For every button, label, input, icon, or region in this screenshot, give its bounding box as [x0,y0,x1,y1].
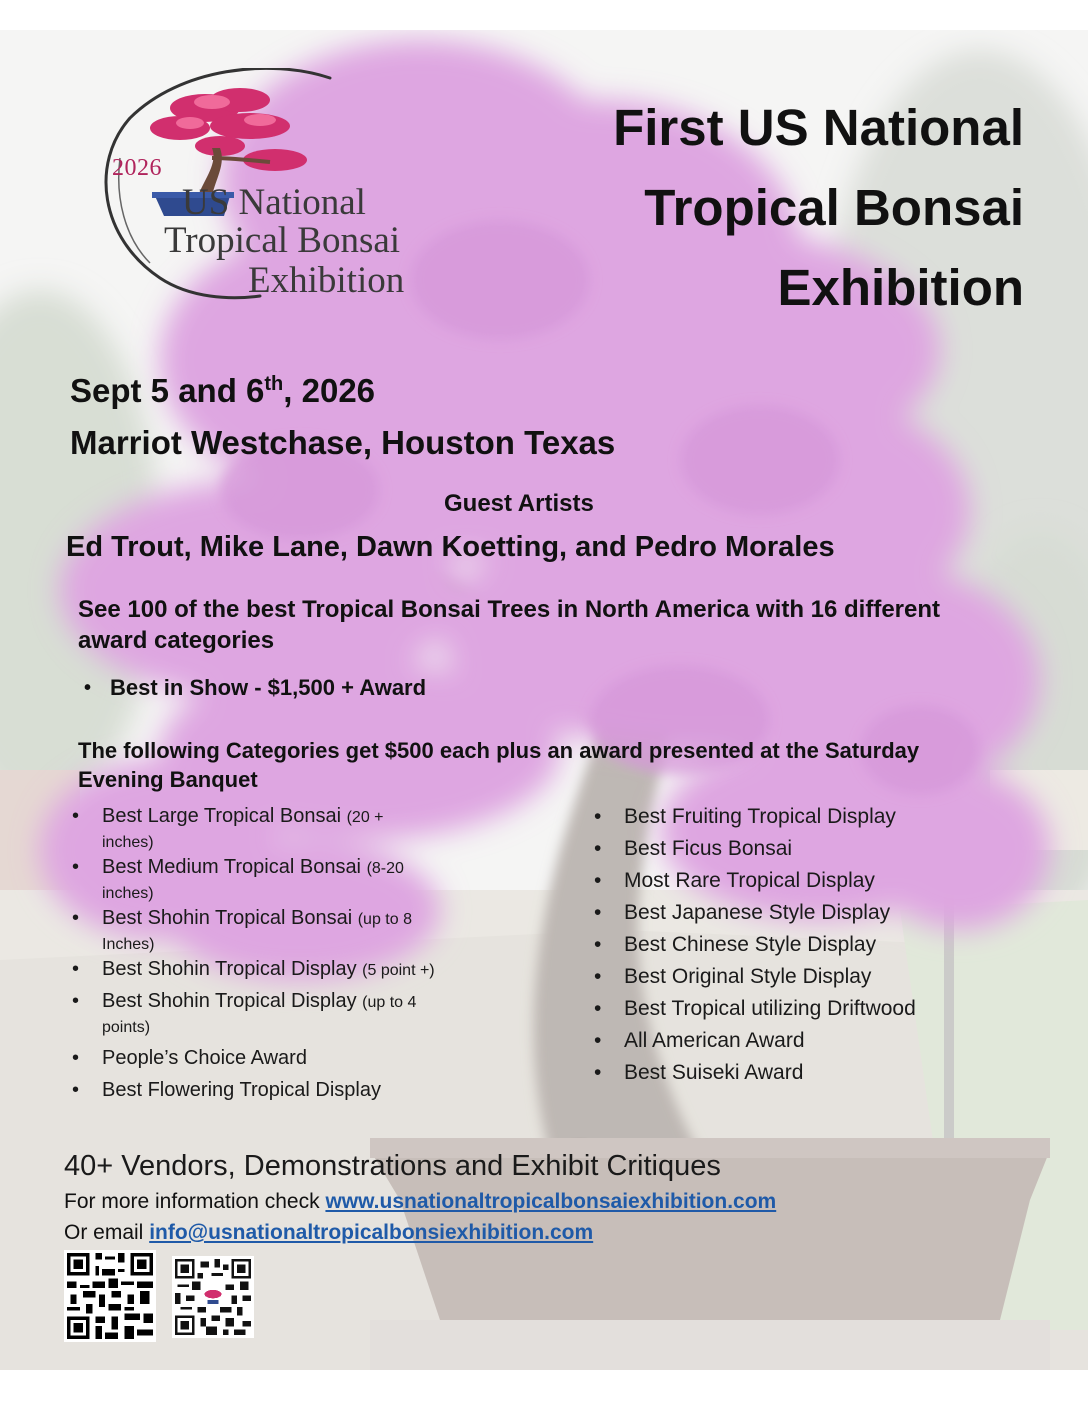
email-link[interactable]: info@usnationaltropicalbonsiexhibition.com [149,1221,594,1244]
list-item [594,803,1014,830]
event-dates-year: , 2026 [283,372,376,409]
title-line-2: Tropical Bonsai [644,179,1024,236]
category-note: (up to 4 [362,994,417,1011]
bullet-icon: • [72,990,80,1012]
page-title [464,88,1024,328]
category-label: Best Medium Tropical Bonsai [102,856,362,878]
category-label: Best Fruiting Tropical Display [624,805,896,828]
list-item [72,1077,502,1104]
list-item [594,931,1014,958]
qr-code-icon[interactable] [64,1250,156,1342]
category-label: Best Original Style Display [624,965,872,988]
best-in-show-label: Best in Show - $1,500 + Award [110,675,427,700]
category-label: People’s Choice Award [102,1047,307,1069]
bullet-icon: • [594,1061,602,1084]
best-in-show-item [84,675,426,701]
bullet-icon: • [72,1079,80,1101]
category-label: Best Chinese Style Display [624,933,877,956]
vendors-line: 40+ Vendors, Demonstrations and Exhibit Critiques [64,1150,721,1182]
category-label: Most Rare Tropical Display [624,869,875,892]
bullet-icon: • [594,997,602,1020]
list-item [72,854,502,905]
category-label: Best Shohin Tropical Display [102,990,357,1012]
bullet-icon: • [594,805,602,828]
bullet-icon: • [84,677,92,699]
logo-text-line-2: Tropical Bonsai [164,220,401,261]
bullet-icon: • [594,1029,602,1052]
exhibition-intro: See 100 of the best Tropical Bonsai Trees in North America with 16 different award categories [78,596,941,654]
logo-year: 2026 [112,155,162,181]
event-venue: Marriot Westchase, Houston Texas [70,424,616,461]
bullet-icon: • [72,805,80,827]
more-info-line [64,1190,776,1214]
more-info-prefix: For more information check [64,1190,326,1213]
bullet-icon: • [594,837,602,860]
category-note-continued: inches) [102,834,154,851]
bullet-icon: • [72,1047,80,1069]
event-dates-text: Sept 5 and 6 [70,372,265,409]
award-categories-left [72,803,502,1104]
title-line-1: First US National [613,99,1024,156]
email-prefix: Or email [64,1221,150,1244]
award-categories-right [594,803,1014,1091]
bullet-icon: • [594,869,602,892]
category-note-continued: points) [102,1019,151,1036]
list-item [594,1027,1014,1054]
list-item [72,905,502,956]
category-label: Best Large Tropical Bonsai [102,805,342,827]
bullet-icon: • [594,933,602,956]
bullet-icon: • [594,965,602,988]
list-item [594,835,1014,862]
bullet-icon: • [72,958,80,980]
category-note: (5 point +) [362,962,435,979]
category-label: Best Ficus Bonsai [624,837,793,860]
category-label: All American Award [624,1029,805,1052]
list-item [594,867,1014,894]
list-item [594,995,1014,1022]
category-label: Best Flowering Tropical Display [102,1079,381,1101]
category-note: (up to 8 [357,911,412,928]
list-item [72,956,502,984]
email-line [64,1221,593,1245]
guest-artists-names: Ed Trout, Mike Lane, Dawn Koetting, and Pedro Morales [66,531,835,563]
list-item [594,963,1014,990]
category-note: (8-20 [366,860,404,877]
categories-intro: The following Categories get $500 each plus an award presented at the Saturday Evening Banquet [78,738,920,792]
category-note: (20 + [346,809,384,826]
list-item [594,1059,1014,1086]
list-item [72,988,502,1039]
event-dates-ordinal: th [264,373,284,395]
title-line-3: Exhibition [777,259,1024,316]
logo-text-line-1: US National [182,182,366,223]
website-link[interactable]: www.usnationaltropicalbonsaiexhibition.com [325,1190,777,1213]
bullet-icon: • [72,856,80,878]
category-label: Best Japanese Style Display [624,901,891,924]
event-dates [70,372,375,410]
bullet-icon: • [594,901,602,924]
list-item [72,1045,502,1072]
qr-code-icon[interactable] [172,1256,254,1338]
logo-text-line-3: Exhibition [248,260,405,301]
list-item [594,899,1014,926]
category-label: Best Tropical utilizing Driftwood [624,997,916,1020]
category-note-continued: Inches) [102,936,155,953]
bullet-icon: • [72,907,80,929]
category-label: Best Suiseki Award [624,1061,804,1084]
category-label: Best Shohin Tropical Bonsai [102,907,353,929]
category-note-continued: inches) [102,885,154,902]
list-item [72,803,502,854]
category-label: Best Shohin Tropical Display [102,958,357,980]
guest-artists-heading: Guest Artists [444,490,594,517]
